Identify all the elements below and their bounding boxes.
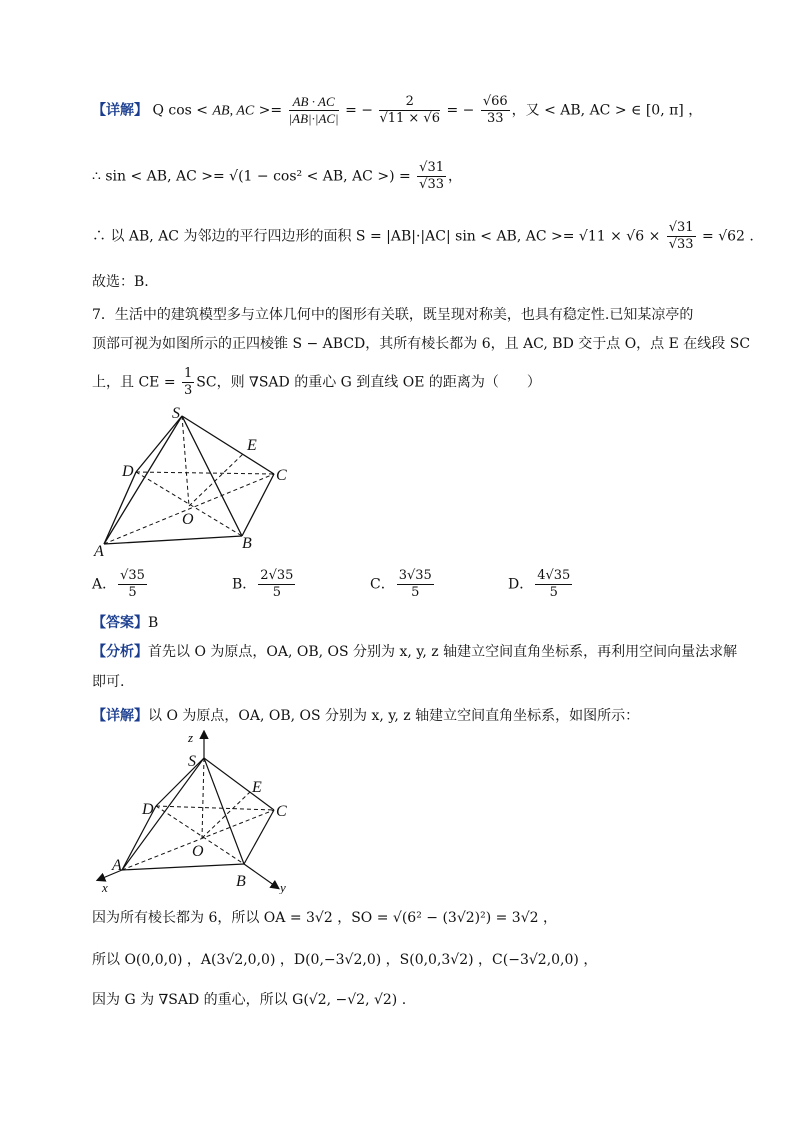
fraction-numerator: 2√35 xyxy=(260,568,294,583)
fraction-denominator: √33 xyxy=(419,177,444,192)
fraction-denominator: 5 xyxy=(272,585,281,600)
fraction-denominator: 33 xyxy=(486,111,504,126)
label-O: O xyxy=(192,843,204,860)
area-line xyxy=(92,220,754,253)
fraction-denominator: 5 xyxy=(549,585,558,600)
answer-value: B xyxy=(148,615,159,631)
option-b[interactable] xyxy=(232,568,297,601)
fraction xyxy=(118,568,147,601)
fraction-denominator: 5 xyxy=(411,585,420,600)
edge-BC xyxy=(244,810,274,864)
edge-SA xyxy=(104,416,182,544)
fraction-denominator: √33 xyxy=(668,237,694,252)
edge-SB xyxy=(204,758,244,864)
fraction-numerator: 2 xyxy=(379,94,440,111)
label-E: E xyxy=(247,437,257,454)
edge-BC xyxy=(242,474,274,536)
coordinate-figure xyxy=(92,730,312,894)
fraction-numerator: 1 xyxy=(184,366,193,381)
detail-text: 以 O 为原点，OA, OB, OS 分别为 x, y, z 轴建立空间直角坐标系，如图所示： xyxy=(148,708,640,724)
label-D: D xyxy=(122,463,134,480)
fraction xyxy=(258,568,295,601)
fraction-numerator: √31 xyxy=(668,220,694,235)
question-text-3-pre: 上，且 CE = xyxy=(92,374,181,391)
option-key: B． xyxy=(232,576,257,593)
label-S: S xyxy=(172,405,180,422)
calc-line-2: 所以 O(0,0,0) ，A(3√2,0,0) ，D(0,−3√2,0) ，S(0,0,3√2) ，C(−3√2,0,0) ， xyxy=(92,952,598,968)
fraction-denominator: √11 × √6 xyxy=(379,111,440,126)
fraction-numerator: √31 xyxy=(419,160,444,175)
fraction xyxy=(397,568,434,601)
fraction-denominator: 3 xyxy=(184,383,193,398)
question-text-2: 顶部可视为如图所示的正四棱锥 S − ABCD，其所有棱长都为 6，且 AC, BD 交于点 O，点 E 在线段 SC xyxy=(92,336,751,352)
fraction xyxy=(481,94,510,127)
detail-tag: 【详解】 xyxy=(92,102,148,119)
edge-AB xyxy=(104,536,242,544)
edge-SD xyxy=(136,416,182,472)
fraction xyxy=(379,94,440,127)
question-text-1: 7．生活中的建筑模型多与立体几何中的图形有关联，既呈现对称美，也具有稳定性.已知某凉亭的 xyxy=(92,307,694,323)
label-C: C xyxy=(276,467,287,484)
edge-DC xyxy=(156,806,274,810)
sin-line xyxy=(92,160,462,193)
sin-expression: ∴ sin < AB, AC >= √(1 − cos² < AB, AC >) = xyxy=(92,168,416,185)
edge-DC xyxy=(136,472,274,474)
height-SO xyxy=(202,758,204,838)
fraction xyxy=(535,568,572,601)
eq-sign: >= xyxy=(254,102,287,119)
option-key: C． xyxy=(370,576,395,593)
label-D: D xyxy=(142,801,154,818)
question-text-3 xyxy=(92,366,541,399)
eq-sign: = − xyxy=(442,102,479,119)
diag-AC xyxy=(122,810,274,870)
question-text-3-tail: SC，则 ∇SAD 的重心 G 到直线 OE 的距离为（ ） xyxy=(196,374,541,391)
pyramid-figure xyxy=(92,402,312,562)
line-tail: ， xyxy=(448,168,462,185)
fraction-denominator: 5 xyxy=(128,585,137,600)
edge-SD xyxy=(156,758,204,806)
label-B: B xyxy=(242,535,252,552)
label-x: x xyxy=(102,880,108,894)
label-O: O xyxy=(182,511,194,528)
option-key: D． xyxy=(508,576,534,593)
calc-line-1: 因为所有棱长都为 6，所以 OA = 3√2 ，SO = √(6² − (3√2)²) = 3√2 ， xyxy=(92,910,557,926)
answer-line xyxy=(92,613,158,633)
y-axis xyxy=(244,864,278,888)
detail-tag: 【详解】 xyxy=(92,708,148,724)
option-a[interactable] xyxy=(92,568,149,601)
calc-line-3: 因为 G 为 ∇SAD 的重心，所以 G(√2, −√2, √2) . xyxy=(92,992,407,1008)
area-expression: ∴ 以 AB, AC 为邻边的平行四边形的面积 S = |AB|·|AC| sin < AB, AC >= √11 × √6 × xyxy=(92,228,665,245)
cos-prefix: Q cos < xyxy=(152,102,213,119)
vector-pair: AB, AC xyxy=(212,103,255,119)
label-z: z xyxy=(188,730,194,745)
analysis-line-2: 即可. xyxy=(92,674,125,690)
line-tail: = √62 . xyxy=(697,228,754,245)
answer-tag: 【答案】 xyxy=(92,615,148,631)
edge-AB xyxy=(122,864,244,870)
fraction xyxy=(182,366,194,399)
analysis-tag: 【分析】 xyxy=(92,644,148,660)
option-d[interactable] xyxy=(508,568,574,601)
fraction-numerator: AB · AC xyxy=(289,94,339,111)
fraction-numerator: √66 xyxy=(482,94,508,109)
fraction-numerator: 3√35 xyxy=(398,568,432,583)
label-y: y xyxy=(280,880,286,894)
diag-AC xyxy=(104,474,274,544)
option-c[interactable] xyxy=(370,568,436,601)
fraction xyxy=(289,94,339,127)
choice-line: 故选：B. xyxy=(92,274,149,290)
fraction-denominator: |AB|·|AC| xyxy=(288,111,339,126)
detail-line xyxy=(92,706,639,726)
option-key: A． xyxy=(92,576,117,593)
label-E: E xyxy=(252,779,262,796)
label-A: A xyxy=(94,543,104,560)
label-S: S xyxy=(188,753,196,770)
eq-sign: = − xyxy=(340,102,378,119)
fraction-numerator: 4√35 xyxy=(537,568,571,583)
line-tail: ，又 < AB, AC > ∈ [0, π] ， xyxy=(511,102,703,119)
height-SO xyxy=(182,416,189,506)
label-A: A xyxy=(112,857,122,874)
label-B: B xyxy=(236,873,246,890)
fraction xyxy=(667,220,696,253)
detail-line-1 xyxy=(92,94,702,127)
fraction-numerator: √35 xyxy=(120,568,145,583)
analysis-text: 首先以 O 为原点，OA, OB, OS 分别为 x, y, z 轴建立空间直角坐标系，再利用空间向量法求解 xyxy=(148,644,738,660)
label-C: C xyxy=(276,803,287,820)
fraction xyxy=(417,160,446,193)
analysis-line-1 xyxy=(92,642,737,662)
